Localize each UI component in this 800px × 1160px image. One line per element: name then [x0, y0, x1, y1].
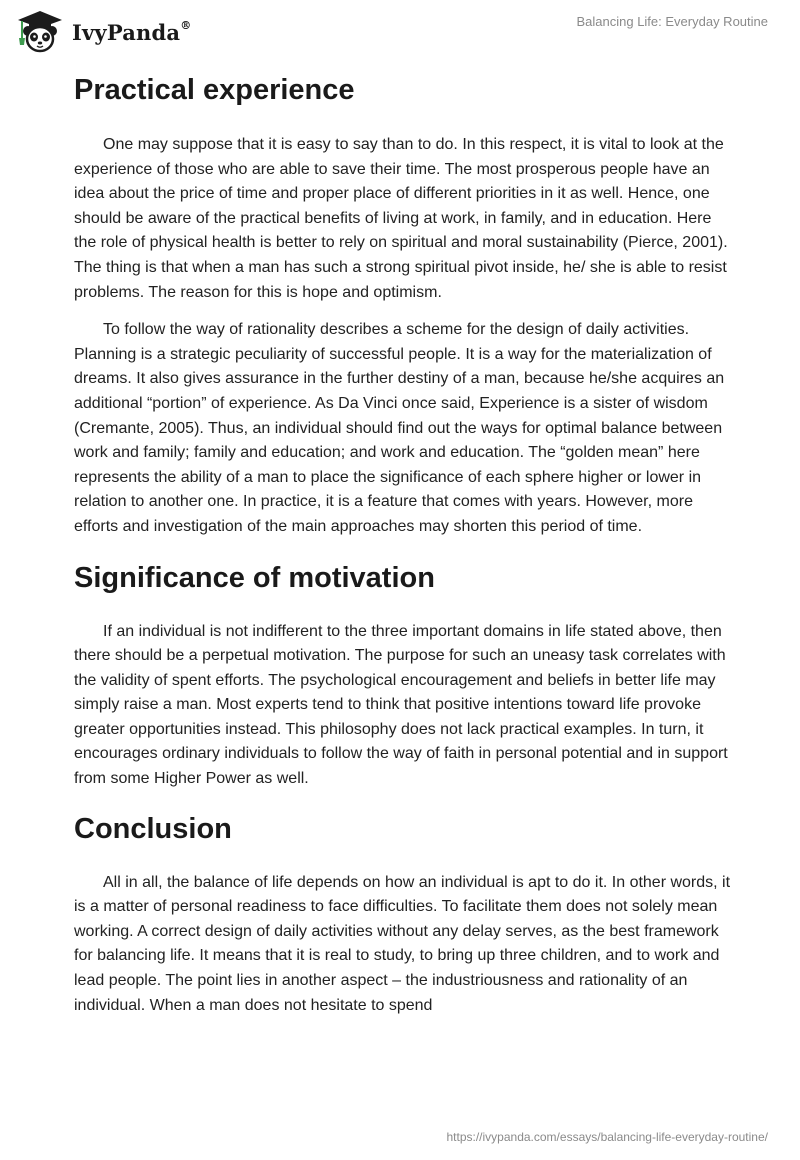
essay-content — [74, 70, 734, 1018]
ivypanda-logo[interactable] — [14, 8, 191, 54]
section-conclusion — [74, 809, 734, 1019]
paragraph: One may suppose that it is easy to say than to do. In this respect, it is vital to look at the experience of those who are able to save their time. The most prosperous people have an idea about the price of time and proper place of different priorities in it as well. Hence, one should be aware of the practical benefits of living at work, in family, and in education. Here the role of physical health is better to rely on spiritual and moral sustainability (Pierce, 2001). The thing is that when a man has such a strong spiritual pivot inside, he/ she is able to resist problems. The reason for this is hope and optimism. — [74, 136, 728, 301]
source-url-link[interactable]: https://ivypanda.com/essays/balancing-life-everyday-routine/ — [446, 1130, 768, 1144]
section-practical-experience — [74, 70, 734, 540]
paragraph: All in all, the balance of life depends on how an individual is apt to do it. In other words, it is a matter of personal readiness to face difficulties. To facilitate them does not solely mean working. A correct design of daily activities without any delay serves, as the best framework for balancing life. It means that it is real to study, to bring up three children, and to work and lead people. The point lies in another aspect – the industriousness and rationality of an individual. When a man does not hesitate to spend — [74, 873, 731, 1014]
running-title: Balancing Life: Everyday Routine — [576, 14, 768, 29]
section-heading: Significance of motivation — [74, 561, 435, 594]
panda-graduate-icon — [14, 8, 66, 54]
section-significance-of-motivation — [74, 558, 734, 792]
section-heading: Practical experience — [74, 74, 355, 106]
paragraph: To follow the way of rationality describes a scheme for the design of daily activities. Planning is a strategic peculiarity of successful people. It is a way for the materialization of dreams. It also gives assurance in the further destiny of a man, because he/she acquires an additional “portion” of experience. As Da Vinci once said, Experience is a sister of wisdom (Cremante, 2005). Thus, an individual should find out the ways for optimal balance between work and family; family and education; and work and education. The “golden mean” here represents the ability of a man to place the significance of each sphere higher or lower in relation to another one. In practice, it is a feature that comes with years. However, more efforts and investigation of the main approaches may shorten this period of time. — [74, 321, 725, 535]
section-heading: Conclusion — [74, 812, 232, 845]
page-header — [0, 0, 800, 60]
paragraph: If an individual is not indifferent to the three important domains in life stated above, then there should be a perpetual motivation. The purpose for such an uneasy task correlates with the validity of spent efforts. The psychological encouragement and beliefs in better life may simply raise a man. Most experts tend to think that positive intentions toward life provoke greater opportunities instead. This philosophy does not lack practical examples. In turn, it encourages ordinary individuals to follow the way of faith in personal potential and in support from some Higher Power as well. — [74, 622, 728, 788]
brand-name: IvyPanda® — [72, 18, 192, 45]
